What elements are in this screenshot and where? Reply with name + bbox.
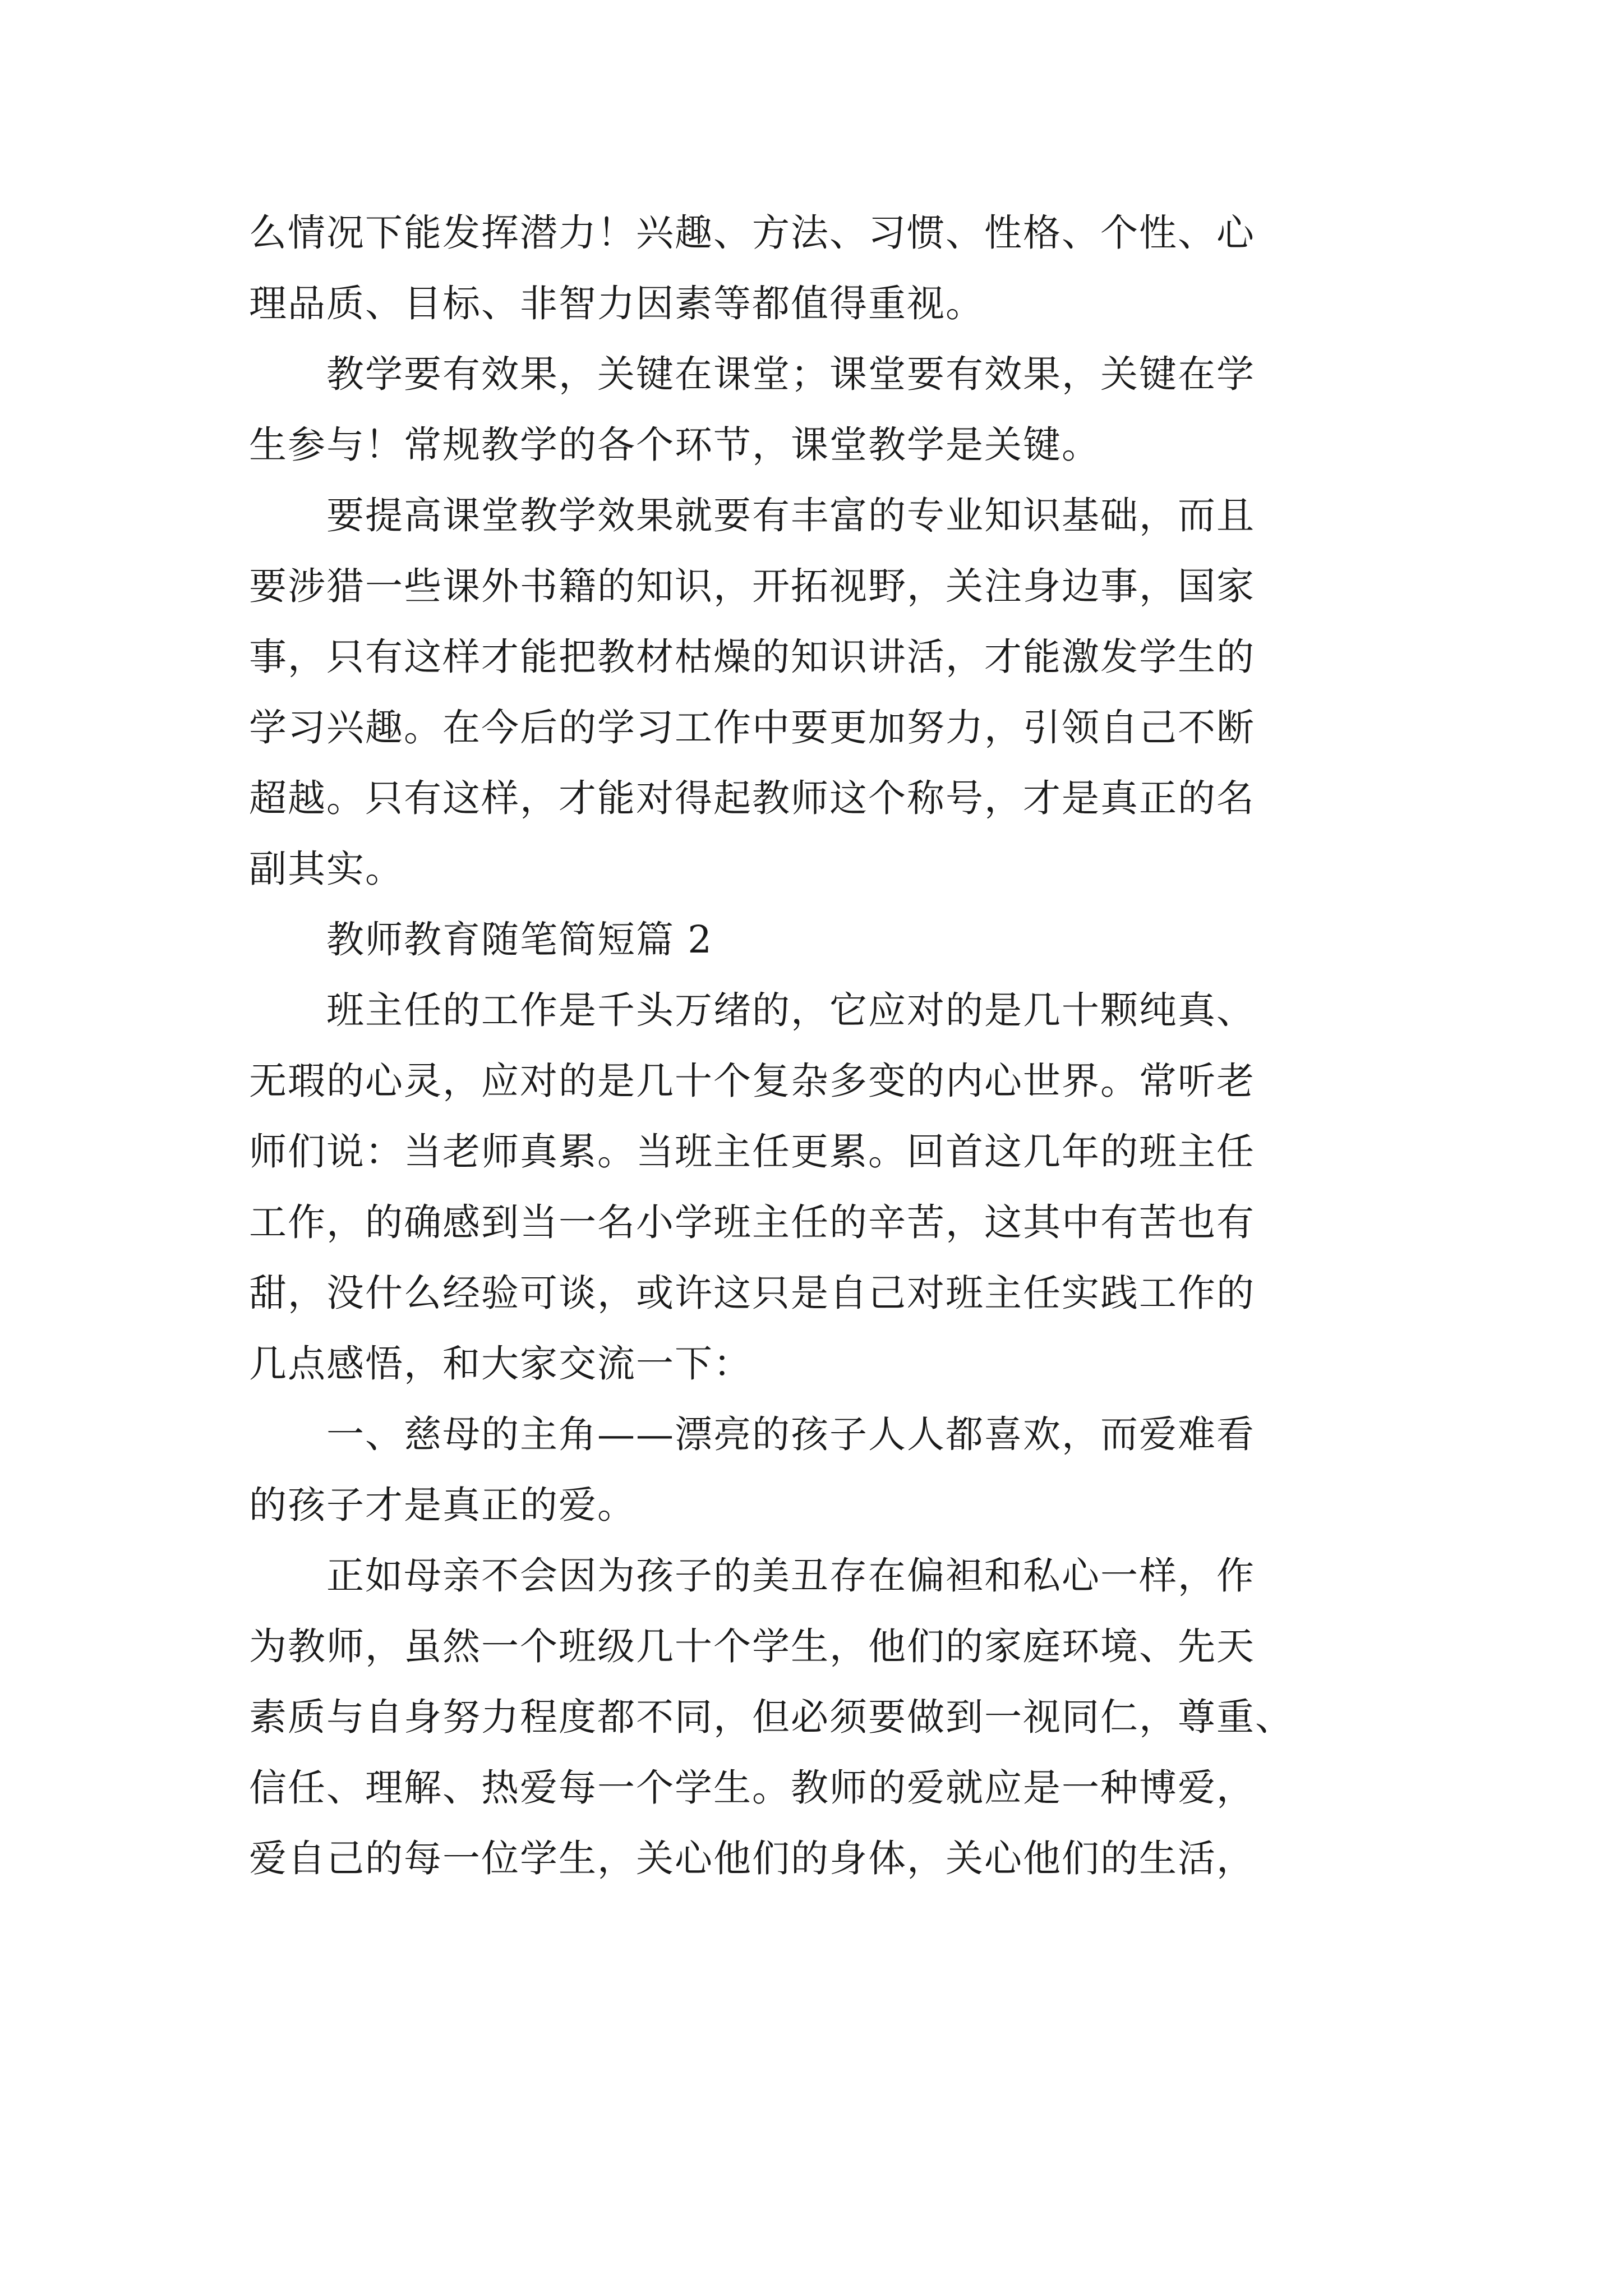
text-line: 几点感悟，和大家交流一下： — [249, 1342, 752, 1386]
text-line: 工作，的确感到当一名小学班主任的辛苦，这其中有苦也有 — [249, 1200, 1255, 1244]
text-line: 甜，没什么经验可谈，或许这只是自己对班主任实践工作的 — [249, 1271, 1255, 1315]
text-line: 副其实。 — [249, 847, 404, 891]
text-line: 师们说：当老师真累。当班主任更累。回首这几年的班主任 — [249, 1130, 1255, 1174]
text-line: 要提高课堂教学效果就要有丰富的专业知识基础，而且 — [249, 494, 1255, 537]
text-line: 的孩子才是真正的爱。 — [249, 1483, 636, 1527]
text-line: 要涉猎一些课外书籍的知识，开拓视野，关注身边事，国家 — [249, 564, 1255, 608]
text-line: 生参与！常规教学的各个环节，课堂教学是关键。 — [249, 423, 1100, 467]
text-line: 理品质、目标、非智力因素等都值得重视。 — [249, 282, 984, 325]
section-heading: 教师教育随笔简短篇 2 — [249, 918, 713, 961]
text-line: 无瑕的心灵，应对的是几十个复杂多变的内心世界。常听老 — [249, 1059, 1255, 1103]
text-line: 么情况下能发挥潜力！兴趣、方法、习惯、性格、个性、心 — [249, 211, 1255, 255]
text-line: 学习兴趣。在今后的学习工作中要更加努力，引领自己不断 — [249, 706, 1255, 749]
text-line: 素质与自身努力程度都不同，但必须要做到一视同仁，尊重、 — [249, 1695, 1294, 1739]
text-line: 班主任的工作是千头万绪的，它应对的是几十颗纯真、 — [249, 988, 1255, 1032]
text-line: 信任、理解、热爱每一个学生。教师的爱就应是一种博爱， — [249, 1766, 1255, 1810]
text-line: 爱自己的每一位学生，关心他们的身体，关心他们的生活， — [249, 1837, 1255, 1880]
text-line: 正如母亲不会因为孩子的美丑存在偏袒和私心一样，作 — [249, 1554, 1255, 1598]
text-line: 一、慈母的主角——漂亮的孩子人人都喜欢，而爱难看 — [249, 1412, 1255, 1456]
text-line: 超越。只有这样，才能对得起教师这个称号，才是真正的名 — [249, 776, 1255, 820]
document-body — [249, 197, 1376, 1894]
text-line: 教学要有效果，关键在课堂；课堂要有效果，关键在学 — [249, 352, 1255, 396]
text-line: 事，只有这样才能把教材枯燥的知识讲活，才能激发学生的 — [249, 635, 1255, 679]
text-line: 为教师，虽然一个班级几十个学生，他们的家庭环境、先天 — [249, 1625, 1255, 1668]
